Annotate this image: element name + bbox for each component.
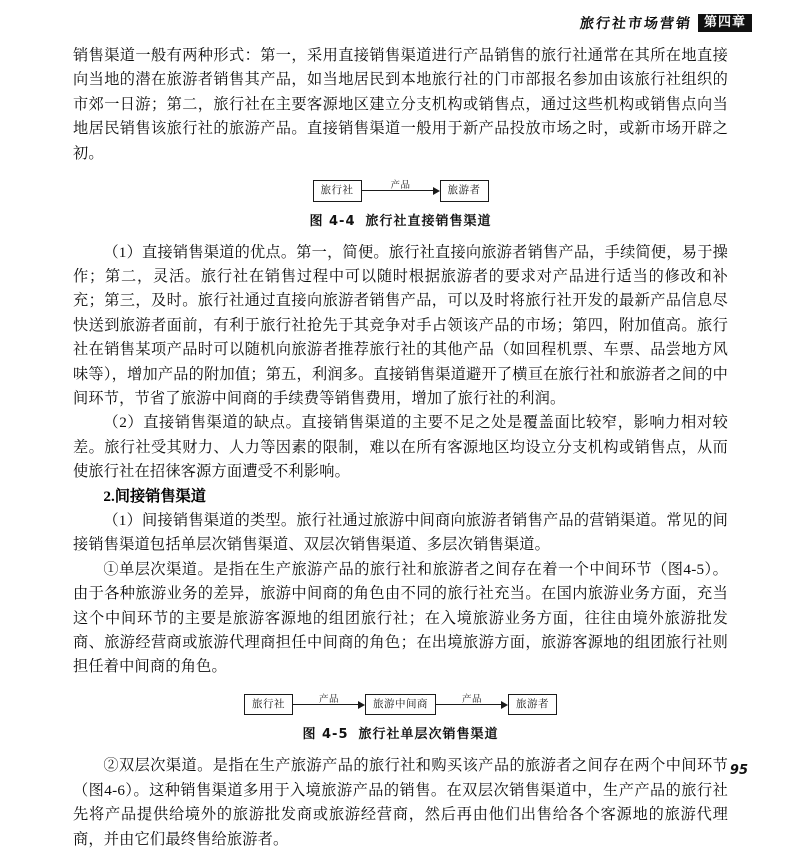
chapter-badge: 第四章 [698,14,752,32]
figure-4-4-title: 旅行社直接销售渠道 [365,213,492,229]
paragraph-direct-disadvantages: （2）直接销售渠道的缺点。直接销售渠道的主要不足之处是覆盖面比较窄，影响力相对较差。旅行社受其财力、人力等因素的限制，难以在所有客源地区均设立分支机构或销售点，从而使旅行社在招徕客源方面遭受不利影响。 [73,414,728,481]
figure-4-5-number: 图 4-5 [302,727,349,743]
paragraph-double-level: ②双层次渠道。是指在生产旅游产品的旅行社和购买该产品的旅游者之间存在两个中间环节（图4-6）。这种销售渠道多用于入境旅游产品的销售。在双层次销售渠道中，生产产品的旅行社先将产品提供给境外的旅游批发商或旅游经营商，然后再由他们出售给各个客源地的旅游代理商，并由它们最终售给旅游者。 [73,757,728,848]
figure-4-5-diagram [73,694,728,716]
arrow-product-3 [436,693,508,714]
paragraph-intro: 销售渠道一般有两种形式：第一，采用直接销售渠道进行产品销售的旅行社通常在其所在地直接向当地的潜在旅游者销售其产品，如当地居民到本地旅行社的门市部报名参加由该旅行社组织的市郊一日游；第二，旅行社在主要客源地区建立分支机构或销售点，通过这些机构或销售点向当地居民销售该旅行社的旅游产品。直接销售渠道一般用于新产品投放市场之时，或新市场开辟之初。 [73,47,728,162]
figure-4-4-caption [73,210,728,229]
node-tourism-intermediary: 旅游中间商 [365,694,436,716]
figure-spacer-bottom [73,229,728,241]
page-number: 95 [729,763,748,778]
node-travel-agency-2: 旅行社 [244,694,293,716]
node-travel-agency: 旅行社 [313,180,362,202]
arrow-label-product-2: 产品 [318,693,340,705]
figure-4-5-caption [73,723,728,742]
book-title: 旅行社市场营销 [579,16,693,32]
paragraph-single-level: ①单层次渠道。是指在生产旅游产品的旅行社和旅游者之间存在着一个中间环节（图4-5）。由于各种旅游业务的差异，旅游中间商的角色由不同的旅行社充当。在国内旅游业务方面，充当这个中间环节的主要是旅游客源地的组团旅行社；在入境旅游业务方面，往往由境外旅游批发商、旅游经营商或旅游代理商担任中间商的角色；在出境旅游方面，旅游客源地的组团旅行社则担任着中间商的角色。 [73,560,728,676]
figure-spacer-top-2 [73,680,728,694]
heading-indirect-channel: 2.间接销售渠道 [103,487,206,505]
running-header [0,10,752,36]
figure-4-5-title: 旅行社单层次销售渠道 [358,727,499,743]
figure-spacer-bottom-2 [73,742,728,754]
arrow-label-product-3: 产品 [461,693,483,705]
paragraph-direct-advantages: （1）直接销售渠道的优点。第一，简便。旅行社直接向旅游者销售产品，手续简便，易于操作；第二，灵活。旅行社在销售过程中可以随时根据旅游者的要求对产品进行适当的修改和补充；第三，及时。旅行社通过直接向旅游者销售产品，可以及时将旅行社开发的最新产品信息尽快送到旅游者面前，有利于旅行社抢先于其竞争对手占领该产品的市场；第四，附加值高。旅行社在销售某项产品时可以随机向旅游者推荐旅行社的其他产品（如回程机票、车票、品尝地方风味等），增加产品的附加值；第五，利润多。直接销售渠道避开了横亘在旅行社和旅游者之间的中间环节，节省了旅游中间商的手续费等销售费用，增加了旅行社的利润。 [73,243,728,407]
node-tourist-2: 旅游者 [508,694,557,716]
arrow-product-1 [362,179,440,200]
arrow-head-icon [433,187,440,195]
figure-4-4-diagram [73,180,728,202]
figure-4-4-number: 图 4-4 [309,213,356,229]
figure-4-4 [73,180,728,229]
page-content [73,44,728,852]
arrow-head-icon [501,701,508,709]
figure-4-5 [73,694,728,743]
arrow-head-icon [358,701,365,709]
node-tourist: 旅游者 [440,180,489,202]
arrow-label-product: 产品 [390,179,411,191]
paragraph-indirect-types: （1）间接销售渠道的类型。旅行社通过旅游中间商向旅游者销售产品的营销渠道。常见的间接销售渠道包括单层次销售渠道、双层次销售渠道、多层次销售渠道。 [73,512,728,554]
arrow-product-2 [293,693,365,714]
